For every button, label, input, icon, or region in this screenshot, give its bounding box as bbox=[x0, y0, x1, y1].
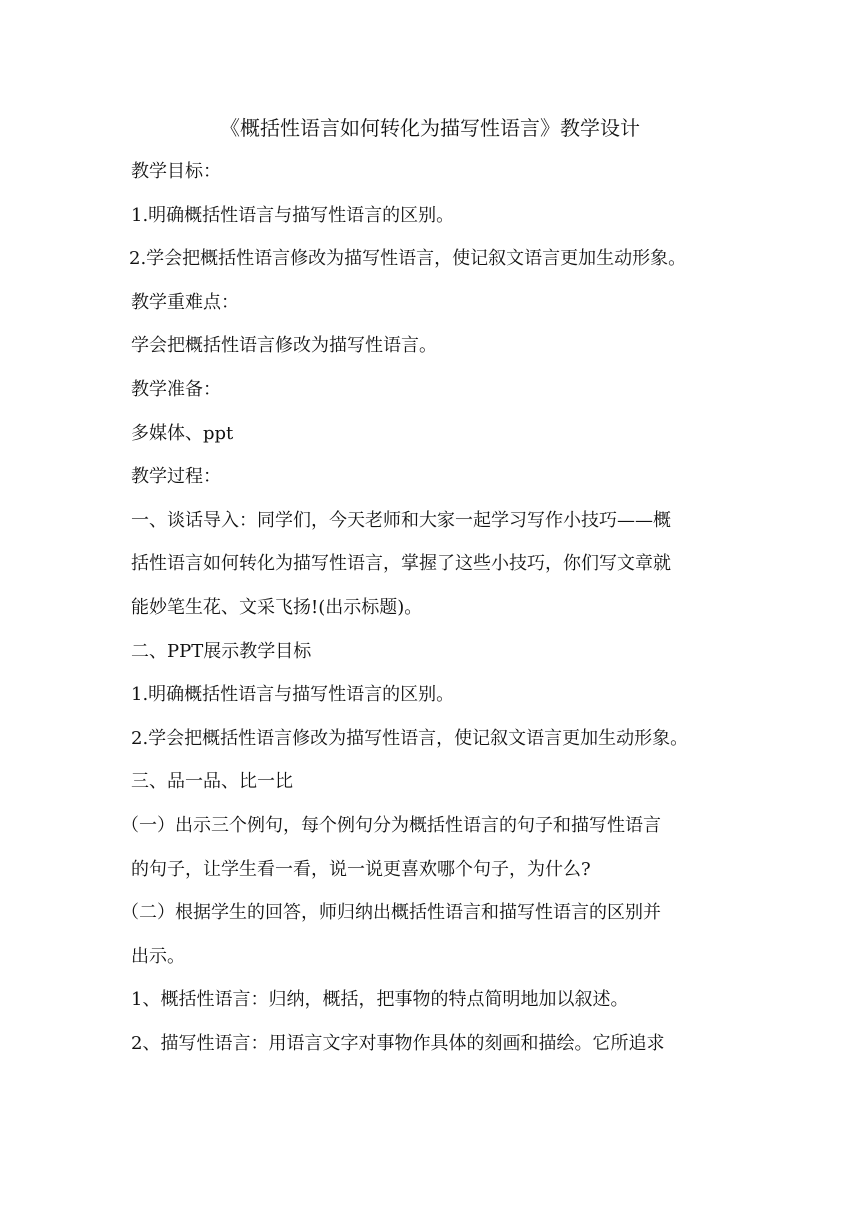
paragraph-line: 一、谈话导入：同学们，今天老师和大家一起学习写作小技巧——概 bbox=[131, 509, 671, 531]
paragraph-line: 出示。 bbox=[131, 945, 185, 967]
paragraph-line: 2.学会把概括性语言修改为描写性语言，使记叙文语言更加生动形象。 bbox=[129, 248, 687, 270]
paragraph-line: 1、概括性语言：归纳，概括，把事物的特点简明地加以叙述。 bbox=[131, 989, 629, 1011]
paragraph-line: （一）出示三个例句，每个例句分为概括性语言的句子和描写性语言 bbox=[121, 814, 661, 836]
paragraph-line: 能妙笔生花、文采飞扬!(出示标题)。 bbox=[131, 596, 423, 618]
paragraph-line: 学会把概括性语言修改为描写性语言。 bbox=[131, 335, 437, 357]
paragraph-line: 教学重难点： bbox=[131, 291, 239, 313]
paragraph-line: 的句子，让学生看一看，说一说更喜欢哪个句子，为什么? bbox=[131, 858, 591, 880]
paragraph-line: 括性语言如何转化为描写性语言，掌握了这些小技巧，你们写文章就 bbox=[131, 553, 671, 575]
paragraph-line: 多媒体、ppt bbox=[131, 422, 234, 444]
paragraph-line: 三、品一品、比一比 bbox=[131, 771, 293, 793]
paragraph-line: 教学过程： bbox=[131, 466, 221, 488]
paragraph-line: 2.学会把概括性语言修改为描写性语言，使记叙文语言更加生动形象。 bbox=[131, 727, 689, 749]
paragraph-line: 1.明确概括性语言与描写性语言的区别。 bbox=[131, 204, 455, 226]
document-body bbox=[121, 157, 743, 1072]
paragraph-line: 2、描写性语言：用语言文字对事物作具体的刻画和描绘。它所追求 bbox=[131, 1032, 665, 1054]
paragraph-line: （二）根据学生的回答，师归纳出概括性语言和描写性语言的区别并 bbox=[121, 902, 661, 924]
document-title: 《概括性语言如何转化为描写性语言》教学设计 bbox=[220, 116, 640, 140]
paragraph-line: 教学准备： bbox=[131, 378, 221, 400]
paragraph-line: 教学目标： bbox=[131, 161, 221, 182]
paragraph-line: 二、PPT展示教学目标 bbox=[131, 640, 312, 662]
paragraph-line: 1.明确概括性语言与描写性语言的区别。 bbox=[131, 684, 455, 706]
